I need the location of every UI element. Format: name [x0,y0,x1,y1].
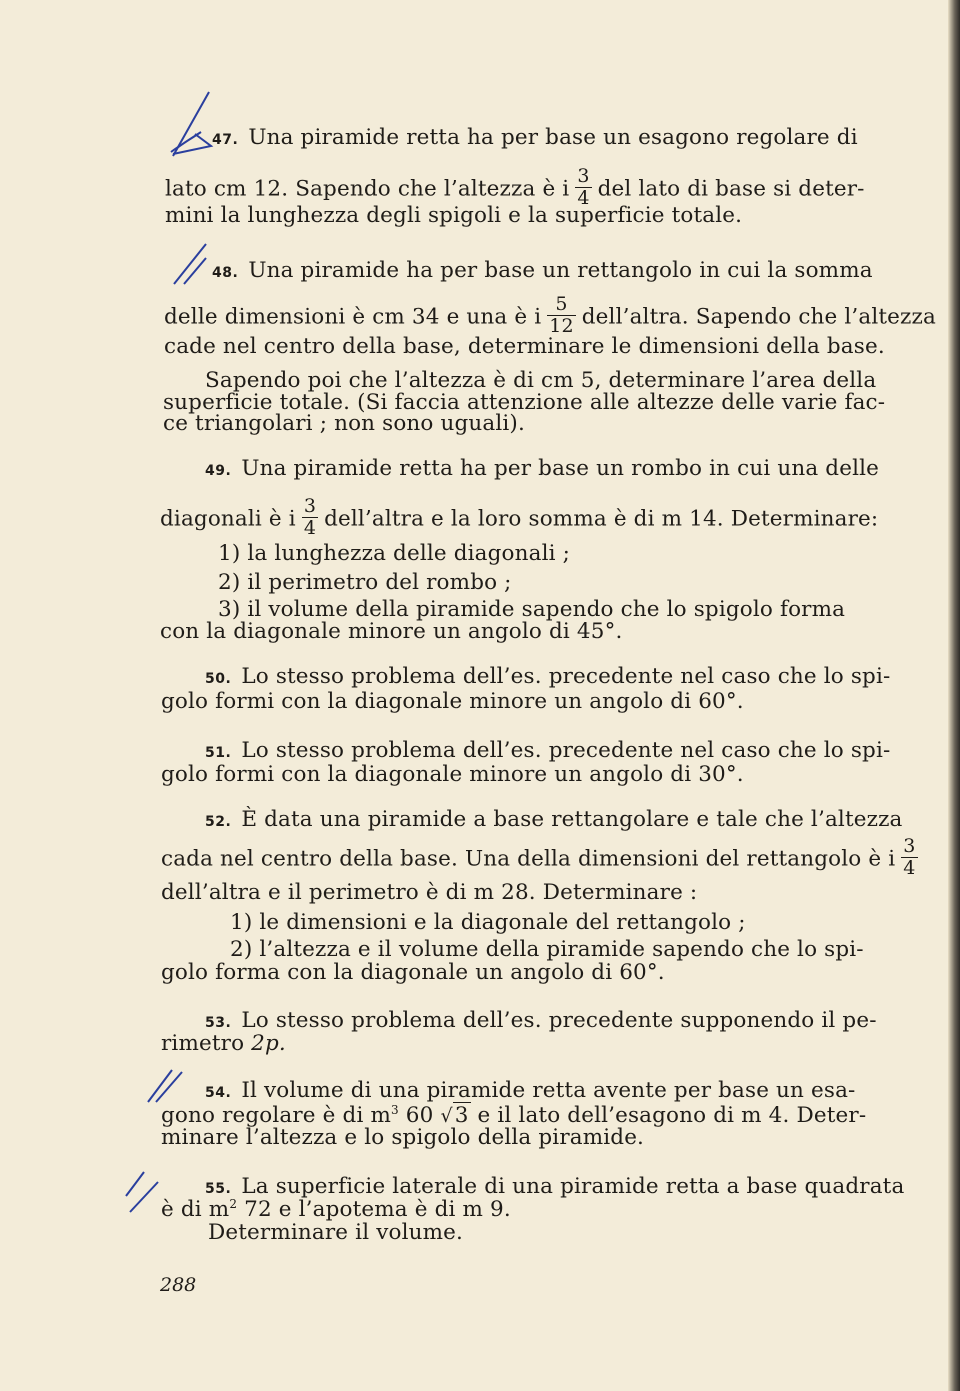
problem-48-line-2: delle dimensioni è cm 34 e una è i $\frac{5}{12}$ dell’altra. Sapendo che l’altezza [164,293,936,337]
problem-number: 54. [205,1085,232,1101]
problem-54-line-2: gono regolare è di $m^3$ 60 √3 e il lato dell’esagono di m 4. Deter- [161,1103,867,1128]
problem-number: 48. [212,265,239,281]
problem-51-line-2: golo formi con la diagonale minore un angolo di 30°. [161,762,744,787]
problem-55-line-1: 55. La superficie laterale di una piramide retta a base quadrata [205,1174,905,1199]
problem-55-line-3: Determinare il volume. [208,1220,464,1245]
problem-50-line-1: 50. Lo stesso problema dell’es. precedente nel caso che lo spi- [205,664,891,689]
problem-48-line-3: cade nel centro della base, determinare le dimensioni della base. [164,334,885,359]
pen-slash-mark-icon [168,238,210,288]
problem-53-line-2: rimetro 2p. [161,1031,286,1056]
page-edge [948,0,960,1391]
fraction: $\frac{3}{4}$ [303,495,317,539]
problem-49-line-1: 49. Una piramide retta ha per base un rombo in cui una delle [205,456,879,481]
fraction: $\frac{3}{4}$ [577,165,590,209]
problem-number: 47. [212,132,239,148]
page-number: 288 [160,1274,197,1296]
problem-49-item-3: 3) il volume della piramide sapendo che lo spigolo forma [218,597,846,622]
problem-number: 52. [205,814,232,830]
problem-51-line-1: 51. Lo stesso problema dell’es. precedente nel caso che lo spi- [205,738,891,763]
pen-slash-mark-icon [118,1166,162,1216]
problem-52-line-1: 52. È data una piramide a base rettangolare e tale che l’altezza [205,807,903,832]
problem-number: 53. [205,1015,232,1031]
problem-48-line-5: superficie totale. (Si faccia attenzione alle altezze delle varie fac- [163,390,886,415]
problem-52-item-2: 2) l’altezza e il volume della piramide sapendo che lo spi- [230,937,864,962]
problem-54-line-3: minare l’altezza e lo spigolo della piramide. [161,1125,645,1150]
problem-54-line-1: 54. Il volume di una piramide retta avente per base un esa- [205,1078,856,1103]
problem-52-line-2: cada nel centro della base. Una della dimensioni del rettangolo è i $\frac{3}{4}$ [161,835,916,879]
pen-slash-mark-icon [142,1064,186,1106]
problem-49-item-1: 1) la lunghezza delle diagonali ; [218,541,571,566]
problem-52-line-3: dell’altra e il perimetro è di m 28. Determinare : [161,880,698,905]
sqrt-icon: √ [440,1105,453,1127]
problem-55-line-2: è di $m^2$ 72 e l’apotema è di m 9. [161,1197,511,1222]
problem-number: 55. [205,1181,232,1197]
problem-52-item-1: 1) le dimensioni e la diagonale del rettangolo ; [230,910,746,935]
problem-52-line-6: golo forma con la diagonale un angolo di 60°. [161,960,665,985]
problem-number: 49. [205,463,232,479]
problem-number: 51. [205,745,232,761]
problem-48-line-4: Sapendo poi che l’altezza è di cm 5, determinare l’area della [205,368,877,393]
pen-cross-mark-icon [165,88,215,160]
fraction: $\frac{3}{4}$ [903,835,916,879]
problem-49-line-6: con la diagonale minore un angolo di 45°. [160,619,623,644]
problem-53-line-1: 53. Lo stesso problema dell’es. precedente supponendo il pe- [205,1008,877,1033]
problem-48-line-1: 48. Una piramide ha per base un rettangolo in cui la somma [212,258,873,283]
problem-50-line-2: golo formi con la diagonale minore un angolo di 60°. [161,689,744,714]
problem-48-line-6: ce triangolari ; non sono uguali). [163,411,525,436]
problem-47-line-1: 47. Una piramide retta ha per base un esagono regolare di [212,125,858,150]
fraction: $\frac{5}{12}$ [549,293,574,337]
problem-49-item-2: 2) il perimetro del rombo ; [218,570,512,595]
problem-47-line-2: lato cm 12. Sapendo che l’altezza è i $\frac{3}{4}$ del lato di base si deter- [165,165,865,209]
problem-47-line-3: mini la lunghezza degli spigoli e la superficie totale. [165,203,743,228]
problem-number: 50. [205,671,232,687]
problem-49-line-2: diagonali è i $\frac{3}{4}$ dell’altra e la loro somma è di m 14. Determinare: [160,495,879,539]
